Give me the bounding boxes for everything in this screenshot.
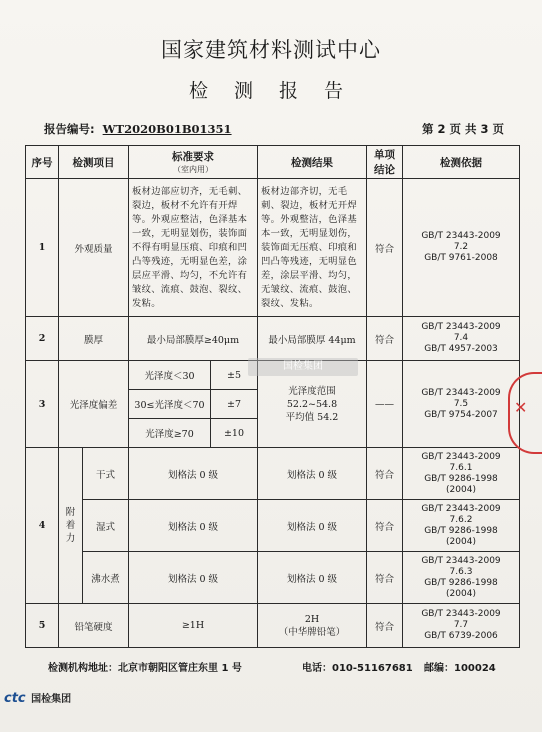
header-row [26,146,520,179]
logo-text: 国检集团 [31,694,72,705]
row4-basis-line: 7.6.2 [449,514,473,525]
row5-seq: 5 [26,604,59,648]
row4-verdict: 符合 [367,552,403,604]
report-meta [44,121,504,137]
row1-seq: 1 [26,179,59,317]
row2-seq: 2 [26,317,59,361]
page-info: 第 2 页 共 3 页 [421,122,504,136]
row2-item: 膜厚 [59,317,129,361]
header-standard-label: 标准要求 [172,151,214,163]
header-basis: 检测依据 [403,146,520,179]
row4-basis-line: GB/T 9286-1998 [424,525,498,536]
header-result: 检测结果 [258,146,367,179]
ctc-logo-icon: ctc [4,691,26,706]
row4-seq: 4 [26,448,59,604]
row4-basis [403,500,520,552]
row3-basis-line: 7.5 [453,398,469,409]
table-row-adhesion-boil [26,552,520,604]
row2-basis-line: GB/T 23443-2009 [421,322,501,332]
row1-basis-line: GB/T 23443-2009 [421,231,501,241]
table-row-appearance [26,179,520,317]
company-logo [4,690,71,706]
row3-result-line: 光泽度范围 [288,385,336,397]
row3-basis-line: GB/T 23443-2009 [421,387,501,398]
row4-basis [403,448,520,500]
row2-basis-line: 7.4 [453,333,469,343]
row1-basis-line: 7.2 [453,242,469,252]
row4-result: 划格法 0 级 [258,500,367,552]
row3-result-line: 平均值 54.2 [285,411,339,423]
row5-result-line: 2H [304,613,320,625]
row4-basis-line: GB/T 9286-1998 [424,577,498,588]
row4-sub-name: 沸水煮 [83,552,129,604]
row4-item [59,448,83,604]
header-item: 检测项目 [59,146,129,179]
table-row-film-thickness [26,317,520,361]
row1-item: 外观质量 [59,179,129,317]
org-title: 国家建筑材料测试中心 [161,38,381,62]
row2-basis-line: GB/T 4957-2003 [424,344,498,354]
row4-standard: 划格法 0 级 [129,500,258,552]
row5-standard: ≥1H [129,604,258,648]
row3-tolerance: ±10 [211,419,258,448]
row4-basis [403,552,520,604]
row2-verdict: 符合 [367,317,403,361]
row4-basis-line: GB/T 23443-2009 [421,555,501,566]
row4-verdict: 符合 [367,500,403,552]
header-verdict: 单项结论 [367,146,403,179]
row2-result: 最小局部膜厚 44μm [258,317,367,361]
row4-item-label: 附着力 [65,507,76,544]
watermark: 国检集团 [248,358,358,376]
row3-item: 光泽度偏差 [59,361,129,448]
row3-range: 30≤光泽度＜70 [129,390,211,419]
table-row-adhesion-wet [26,500,520,552]
row3-tolerance: ±5 [211,361,258,390]
row3-result-line: 52.2~54.8 [286,398,338,410]
table-row-adhesion-dry [26,448,520,500]
row1-verdict: 符合 [367,179,403,317]
row5-basis-line: GB/T 6739-2006 [424,631,498,641]
row1-result: 板材边部齐切，无毛刺、裂边，板材无开焊等。外观整洁，色泽基本一致，无明显划伤，装饰面无压痕、印痕和凹凸等残迹，无明显色差，涂层平滑、均匀，无皱纹、流痕、鼓泡、裂纹、发粘。 [258,179,367,317]
row3-range: 光泽度＜30 [129,361,211,390]
row5-result-line: （中华牌铅笔） [278,626,346,638]
row4-basis-line: (2004) [446,484,476,495]
row3-basis [403,361,520,448]
row4-basis-line: (2004) [446,588,476,599]
row5-basis-line: GB/T 23443-2009 [421,609,501,619]
row3-verdict: —— [367,361,403,448]
header-standard [129,146,258,179]
footer-phone: 电话：010-51167681 [302,663,413,674]
row4-sub-name: 干式 [83,448,129,500]
report-title: 检 测 报 告 [188,80,354,102]
row4-basis-line: GB/T 9286-1998 [424,473,498,484]
row1-basis-line: GB/T 9761-2008 [424,253,498,263]
row2-basis [403,317,520,361]
row4-basis-line: 7.6.3 [449,566,473,577]
stamp-mark-icon: ✕ [514,398,528,417]
row5-basis [403,604,520,648]
row3-range: 光泽度≥70 [129,419,211,448]
row5-verdict: 符合 [367,604,403,648]
row3-basis-line: GB/T 9754-2007 [424,409,498,420]
row3-seq: 3 [26,361,59,448]
test-results-table [25,145,520,648]
row4-basis-line: 7.6.1 [449,462,473,473]
row4-result: 划格法 0 级 [258,448,367,500]
row4-standard: 划格法 0 级 [129,552,258,604]
row3-tolerance: ±7 [211,390,258,419]
row5-basis-line: 7.7 [453,620,469,630]
report-no: WT2020B01B01351 [102,122,232,136]
row4-verdict: 符合 [367,448,403,500]
row2-standard: 最小局部膜厚≥40μm [129,317,258,361]
row4-sub-name: 湿式 [83,500,129,552]
row1-basis [403,179,520,317]
row4-basis-line: GB/T 23443-2009 [421,451,501,462]
row4-result: 划格法 0 级 [258,552,367,604]
footer-postcode: 邮编：100024 [424,663,496,674]
row5-item: 铅笔硬度 [59,604,129,648]
report-no-label: 报告编号: [44,122,95,136]
row4-standard: 划格法 0 级 [129,448,258,500]
header-standard-sub: （室内用） [173,165,213,174]
row1-standard: 板材边部应切齐，无毛刺、裂边，板材不允许有开焊等。外观应整洁，色泽基本一致，无明显划伤，装饰面不得有明显压痕、印痕和凹凸等残迹，无明显色差，涂层应平滑、均匀，不允许有皱纹、流痕、鼓泡、裂纹、发粘。 [129,179,258,317]
footer-address: 检测机构地址：北京市朝阳区管庄东里 1 号 [48,663,242,674]
header-seq: 序号 [26,146,59,179]
row5-result [258,604,367,648]
row4-basis-line: GB/T 23443-2009 [421,503,501,514]
row4-basis-line: (2004) [446,536,476,547]
table-row-pencil-hardness [26,604,520,648]
